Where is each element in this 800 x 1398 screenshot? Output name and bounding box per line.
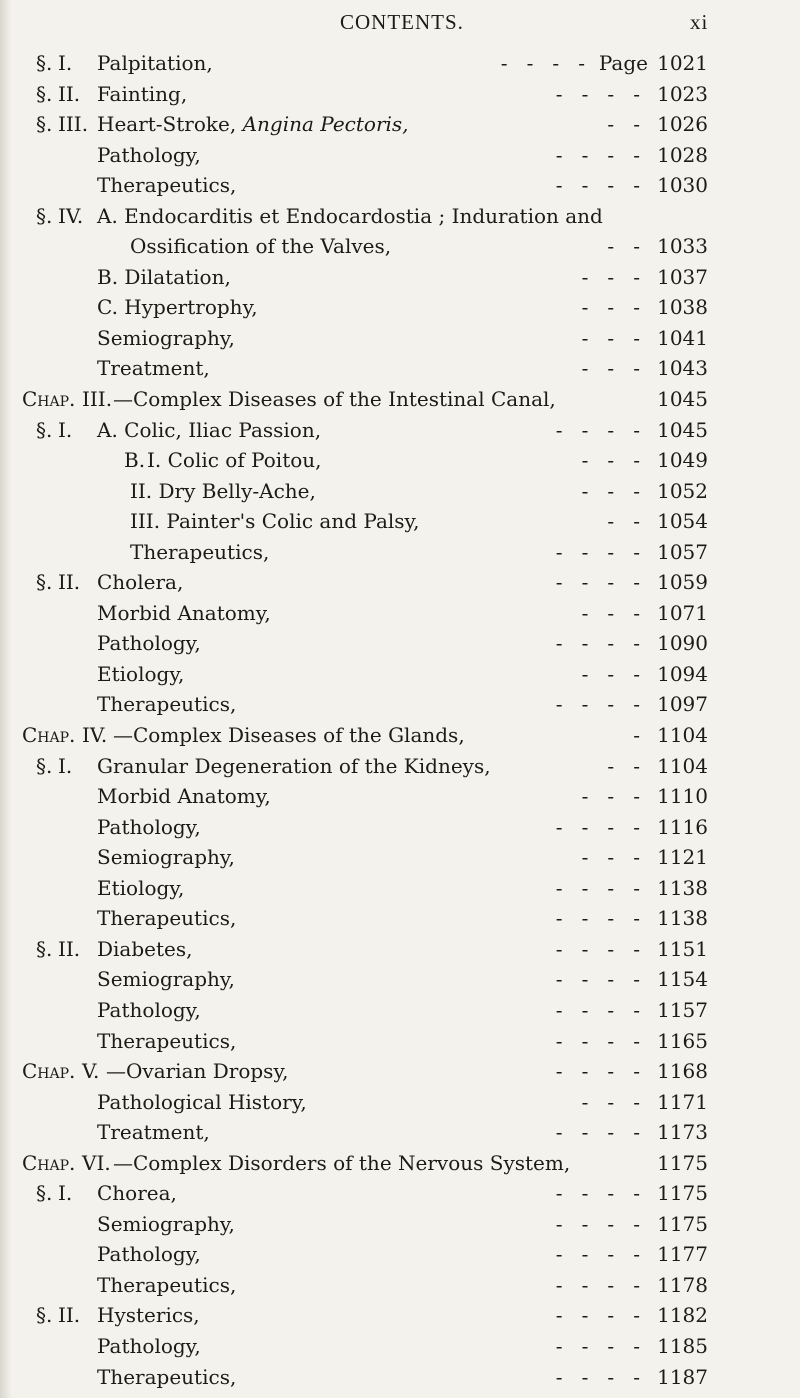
- toc-entry: [0, 934, 800, 965]
- page-ref: 1185: [657, 1333, 708, 1358]
- entry-title: [113, 1148, 570, 1179]
- toc-entry: [0, 1178, 800, 1209]
- toc-entry: [0, 170, 800, 201]
- page-ref: 1182: [657, 1303, 708, 1328]
- entry-title-text: Semiography,: [97, 1211, 235, 1236]
- toc-entry: [0, 873, 800, 904]
- dash-leader: - - - -: [555, 1333, 640, 1358]
- entry-title: [97, 1178, 177, 1209]
- section-prefix: §.: [36, 936, 53, 961]
- entry-title: [97, 262, 231, 293]
- page-ref: 1178: [657, 1272, 708, 1297]
- entry-title: [130, 231, 391, 262]
- entry-title: [97, 964, 235, 995]
- page-ref: 1097: [657, 692, 708, 717]
- entry-number: B.: [124, 448, 146, 473]
- entry-title: [97, 1270, 236, 1301]
- entry-title-text: Fainting,: [97, 81, 188, 106]
- page-ref: 1041: [657, 325, 708, 350]
- entry-title: [97, 659, 184, 690]
- page-ref: 1121: [657, 845, 708, 870]
- toc-entry: [0, 1209, 800, 1240]
- toc-entry: [0, 1239, 800, 1270]
- entry-title: [130, 476, 316, 507]
- toc-entry: [0, 598, 800, 629]
- entry-title: [97, 812, 201, 843]
- toc-entry: [0, 781, 800, 812]
- toc-entry: [0, 1056, 800, 1087]
- entry-title-text: Semiography,: [97, 967, 235, 992]
- entry-title: [97, 1117, 210, 1148]
- toc-entry: [0, 445, 800, 476]
- entry-number: I.: [58, 753, 73, 778]
- section-prefix: §.: [36, 112, 53, 137]
- entry-title: [97, 1300, 200, 1331]
- toc-entry: [0, 323, 800, 354]
- entry-title: [97, 140, 201, 171]
- entry-title: [97, 567, 183, 598]
- toc-entry: [0, 689, 800, 720]
- entry-title: [97, 751, 491, 782]
- toc-entry: [0, 1026, 800, 1057]
- toc-entry: [0, 384, 800, 415]
- entry-title-text: Pathological History,: [97, 1089, 307, 1114]
- toc-entry: [0, 751, 800, 782]
- entry-title: [97, 48, 213, 79]
- entry-title-text: Morbid Anatomy,: [97, 784, 271, 809]
- dash-leader: - - - -: [555, 1303, 640, 1328]
- dash-leader: - - -: [581, 661, 640, 686]
- entry-number: I.: [58, 417, 73, 442]
- dash-leader: - - -: [581, 1089, 640, 1114]
- chapter-prefix: Chap.: [22, 723, 76, 748]
- entry-title-text: Ossification of the Valves,: [130, 234, 392, 259]
- entry-title-text: Etiology,: [97, 661, 185, 686]
- dash-leader: - - -: [581, 295, 640, 320]
- entry-title-text: —Complex Disorders of the Nervous System,: [113, 1150, 571, 1175]
- entry-number: I.: [58, 51, 73, 75]
- page-ref: 1059: [657, 570, 708, 595]
- toc-entry: [0, 1117, 800, 1148]
- dash-leader: - -: [607, 509, 640, 534]
- entry-title: [97, 415, 321, 446]
- entry-title: [97, 1209, 235, 1240]
- entry-number: II.: [58, 1303, 81, 1328]
- page-ref: 1173: [657, 1120, 708, 1145]
- entry-title: [130, 506, 420, 537]
- entry-title-text: Semiography,: [97, 845, 235, 870]
- entry-title: [97, 903, 236, 934]
- entry-title-text: Hysterics,: [97, 1303, 200, 1328]
- entry-title-text: —Complex Diseases of the Intestinal Canal,: [113, 387, 556, 412]
- entry-title-text: I. Colic of Poitou,: [147, 448, 322, 473]
- entry-title: [97, 995, 201, 1026]
- dash-leader: -: [633, 723, 640, 748]
- dash-leader: - - - -: [500, 51, 585, 75]
- entry-number: II.: [58, 81, 81, 106]
- page-ref: 1165: [657, 1028, 708, 1053]
- dash-leader: - - - -: [555, 1181, 640, 1206]
- entry-title-text: Pathology,: [97, 142, 201, 167]
- page-ref: 1054: [657, 509, 708, 534]
- chapter-prefix: Chap.: [22, 387, 76, 412]
- entry-title-text: Palpitation,: [97, 51, 213, 75]
- toc-entry: [0, 659, 800, 690]
- page-ref: 1175: [657, 1181, 708, 1206]
- entry-title: [97, 598, 271, 629]
- entry-title: [147, 445, 322, 476]
- entry-title: [130, 537, 269, 568]
- dash-leader: - - -: [581, 264, 640, 289]
- page-ref: 1023: [657, 81, 708, 106]
- page-ref: 1057: [657, 539, 708, 564]
- page-ref: 1175: [657, 1150, 708, 1175]
- entry-title-text: —Complex Diseases of the Glands,: [113, 723, 465, 748]
- section-prefix: §.: [36, 81, 53, 106]
- entry-title-text: Etiology,: [97, 875, 185, 900]
- toc-entry: [0, 231, 800, 262]
- toc-entry: [0, 109, 800, 140]
- page-ref: 1030: [657, 173, 708, 198]
- entry-title-text: Morbid Anatomy,: [97, 600, 271, 625]
- toc-entry: [0, 964, 800, 995]
- section-prefix: §.: [36, 1303, 53, 1328]
- entry-number: III.: [82, 387, 113, 412]
- page-ref: 1187: [657, 1364, 708, 1389]
- dash-leader: - - -: [581, 784, 640, 809]
- page-ref: 1049: [657, 448, 708, 473]
- entry-number: V.: [82, 1059, 100, 1084]
- dash-leader: - - - -: [555, 1272, 640, 1297]
- entry-title-text: Therapeutics,: [97, 1272, 237, 1297]
- page-ref: 1151: [657, 936, 708, 961]
- page-ref: 1157: [657, 997, 708, 1022]
- dash-leader: - - - -: [555, 570, 640, 595]
- entry-title-text: Diabetes,: [97, 936, 193, 961]
- dash-leader: - - -: [581, 356, 640, 381]
- entry-title: [97, 353, 210, 384]
- toc-entry: [0, 476, 800, 507]
- entry-title-text: Treatment,: [97, 356, 210, 381]
- toc-entry: [0, 1270, 800, 1301]
- dash-leader: - - - -: [555, 967, 640, 992]
- entry-number: IV.: [82, 723, 108, 748]
- dash-leader: - - - -: [555, 539, 640, 564]
- toc-entry: [0, 812, 800, 843]
- toc-entry: [0, 1148, 800, 1179]
- toc-entry: [0, 415, 800, 446]
- entry-title-text: B. Dilatation,: [97, 264, 231, 289]
- page-ref: 1154: [657, 967, 708, 992]
- page-ref: 1110: [657, 784, 708, 809]
- dash-leader: - - - -: [555, 142, 640, 167]
- page-ref: 1043: [657, 356, 708, 381]
- entry-title-text: C. Hypertrophy,: [97, 295, 258, 320]
- dash-leader: - -: [607, 753, 640, 778]
- toc-entry: [0, 48, 800, 79]
- page-ref: 1037: [657, 264, 708, 289]
- entry-title-text: Therapeutics,: [97, 1364, 237, 1389]
- entry-title-text: Pathology,: [97, 1333, 201, 1358]
- dash-leader: - - -: [581, 478, 640, 503]
- page-ref: 1021: [657, 51, 708, 75]
- page-ref: 1094: [657, 661, 708, 686]
- table-of-contents: [0, 48, 800, 1392]
- toc-entry: [0, 1331, 800, 1362]
- toc-entry: [0, 842, 800, 873]
- toc-entry: [0, 995, 800, 1026]
- entry-number: II.: [58, 936, 81, 961]
- running-header: [0, 10, 800, 44]
- entry-title-text: II. Dry Belly-Ache,: [130, 478, 316, 503]
- toc-entry: [0, 567, 800, 598]
- entry-title: [97, 1239, 201, 1270]
- entry-title: [97, 934, 193, 965]
- dash-leader: - - -: [581, 845, 640, 870]
- dash-leader: - - -: [581, 600, 640, 625]
- toc-entry: [0, 720, 800, 751]
- page-title: CONTENTS.: [340, 10, 464, 34]
- dash-leader: - -: [607, 234, 640, 259]
- section-prefix: §.: [36, 51, 53, 75]
- entry-title-text: Cholera,: [97, 570, 184, 595]
- dash-leader: - - - -: [555, 631, 640, 656]
- page-ref: 1026: [657, 112, 708, 137]
- toc-entry: [0, 903, 800, 934]
- toc-entry: [0, 1087, 800, 1118]
- entry-title: [113, 720, 465, 751]
- page-label: Page: [598, 51, 648, 75]
- dash-leader: - - - -: [555, 1059, 640, 1084]
- entry-number: II.: [58, 570, 81, 595]
- entry-title: [97, 170, 236, 201]
- entry-title: [97, 628, 201, 659]
- chapter-prefix: Chap.: [22, 1059, 76, 1084]
- toc-entry: [0, 537, 800, 568]
- entry-title-text: A. Endocarditis et Endocardostia ; Induration and: [97, 203, 603, 228]
- page-ref: 1168: [657, 1059, 708, 1084]
- dash-leader: - - - -: [555, 936, 640, 961]
- page-number: xi: [690, 10, 709, 34]
- toc-entry: [0, 262, 800, 293]
- page-ref: 1033: [657, 234, 708, 259]
- page-ref: 1138: [657, 906, 708, 931]
- dash-leader: - - - -: [555, 814, 640, 839]
- toc-entry: [0, 628, 800, 659]
- dash-leader: - - -: [581, 325, 640, 350]
- entry-title-text: Treatment,: [97, 1120, 210, 1145]
- dash-leader: - - -: [581, 448, 640, 473]
- entry-title-text: A. Colic, Iliac Passion,: [97, 417, 322, 442]
- toc-entry: [0, 292, 800, 323]
- entry-title-text: Pathology,: [97, 1242, 201, 1267]
- entry-title-text: Pathology,: [97, 997, 201, 1022]
- dash-leader: - - - -: [555, 875, 640, 900]
- dash-leader: - - - -: [555, 1120, 640, 1145]
- section-prefix: §.: [36, 203, 53, 228]
- section-prefix: §.: [36, 753, 53, 778]
- page-ref: 1028: [657, 142, 708, 167]
- toc-entry: [0, 1300, 800, 1331]
- toc-entry: [0, 506, 800, 537]
- entry-title: [113, 384, 556, 415]
- entry-title-text: Pathology,: [97, 814, 201, 839]
- section-prefix: §.: [36, 570, 53, 595]
- entry-title-text: —Ovarian Dropsy,: [106, 1059, 289, 1084]
- entry-title-text: Chorea,: [97, 1181, 177, 1206]
- dash-leader: - - - -: [555, 906, 640, 931]
- entry-title: [97, 201, 603, 232]
- toc-entry: [0, 79, 800, 110]
- entry-title: [97, 1331, 201, 1362]
- page-ref: 1052: [657, 478, 708, 503]
- section-prefix: §.: [36, 417, 53, 442]
- toc-entry: [0, 140, 800, 171]
- entry-title-text: Therapeutics,: [130, 539, 270, 564]
- entry-title-text: Pathology,: [97, 631, 201, 656]
- dash-leader: - - - -: [555, 173, 640, 198]
- dash-leader: - -: [607, 112, 640, 137]
- page-ref: 1045: [657, 417, 708, 442]
- page-ref: 1104: [657, 753, 708, 778]
- page-ref: 1104: [657, 723, 708, 748]
- page-ref: 1090: [657, 631, 708, 656]
- entry-title-text: III. Painter's Colic and Palsy,: [130, 509, 420, 534]
- entry-title-text: Therapeutics,: [97, 692, 237, 717]
- entry-number: I.: [58, 1181, 73, 1206]
- dash-leader: - - - -: [555, 997, 640, 1022]
- entry-title-text: Therapeutics,: [97, 1028, 237, 1053]
- entry-title: [97, 323, 235, 354]
- section-prefix: §.: [36, 1181, 53, 1206]
- entry-title: [97, 1026, 236, 1057]
- entry-title: [97, 873, 184, 904]
- page-ref: 1171: [657, 1089, 708, 1114]
- entry-title-text: Therapeutics,: [97, 173, 237, 198]
- page-ref: 1138: [657, 875, 708, 900]
- toc-entry: [0, 201, 800, 232]
- entry-title: [97, 1087, 307, 1118]
- dash-leader: - - - -: [555, 1211, 640, 1236]
- entry-title-text: Heart-Stroke,: [97, 112, 237, 137]
- dash-leader: - - - -: [555, 1242, 640, 1267]
- entry-number: III.: [58, 112, 89, 137]
- entry-title: [97, 79, 187, 110]
- chapter-prefix: Chap.: [22, 1150, 76, 1175]
- entry-title: [97, 689, 236, 720]
- page-ref: 1038: [657, 295, 708, 320]
- entry-number: VI.: [82, 1150, 111, 1175]
- entry-title-text: Therapeutics,: [97, 906, 237, 931]
- page-ref: 1116: [657, 814, 708, 839]
- entry-title-text: Granular Degeneration of the Kidneys,: [97, 753, 491, 778]
- dash-leader: - - - -: [555, 81, 640, 106]
- entry-title: [97, 842, 235, 873]
- page-ref: 1175: [657, 1211, 708, 1236]
- dash-leader: - - - -: [555, 692, 640, 717]
- entry-number: IV.: [58, 203, 84, 228]
- entry-title: [106, 1056, 288, 1087]
- entry-title: [97, 292, 258, 323]
- dash-leader: - - - -: [555, 1028, 640, 1053]
- entry-title: [97, 781, 271, 812]
- entry-title-text: Semiography,: [97, 325, 235, 350]
- toc-entry: [0, 1362, 800, 1393]
- entry-title-italic: Angina Pectoris,: [242, 112, 409, 137]
- toc-entry: [0, 353, 800, 384]
- entry-title: [97, 1362, 236, 1393]
- page-ref: 1045: [657, 387, 708, 412]
- page-ref: 1071: [657, 600, 708, 625]
- page-ref: 1177: [657, 1242, 708, 1267]
- dash-leader: - - - -: [555, 1364, 640, 1389]
- dash-leader: - - - -: [555, 417, 640, 442]
- entry-title: [97, 109, 409, 140]
